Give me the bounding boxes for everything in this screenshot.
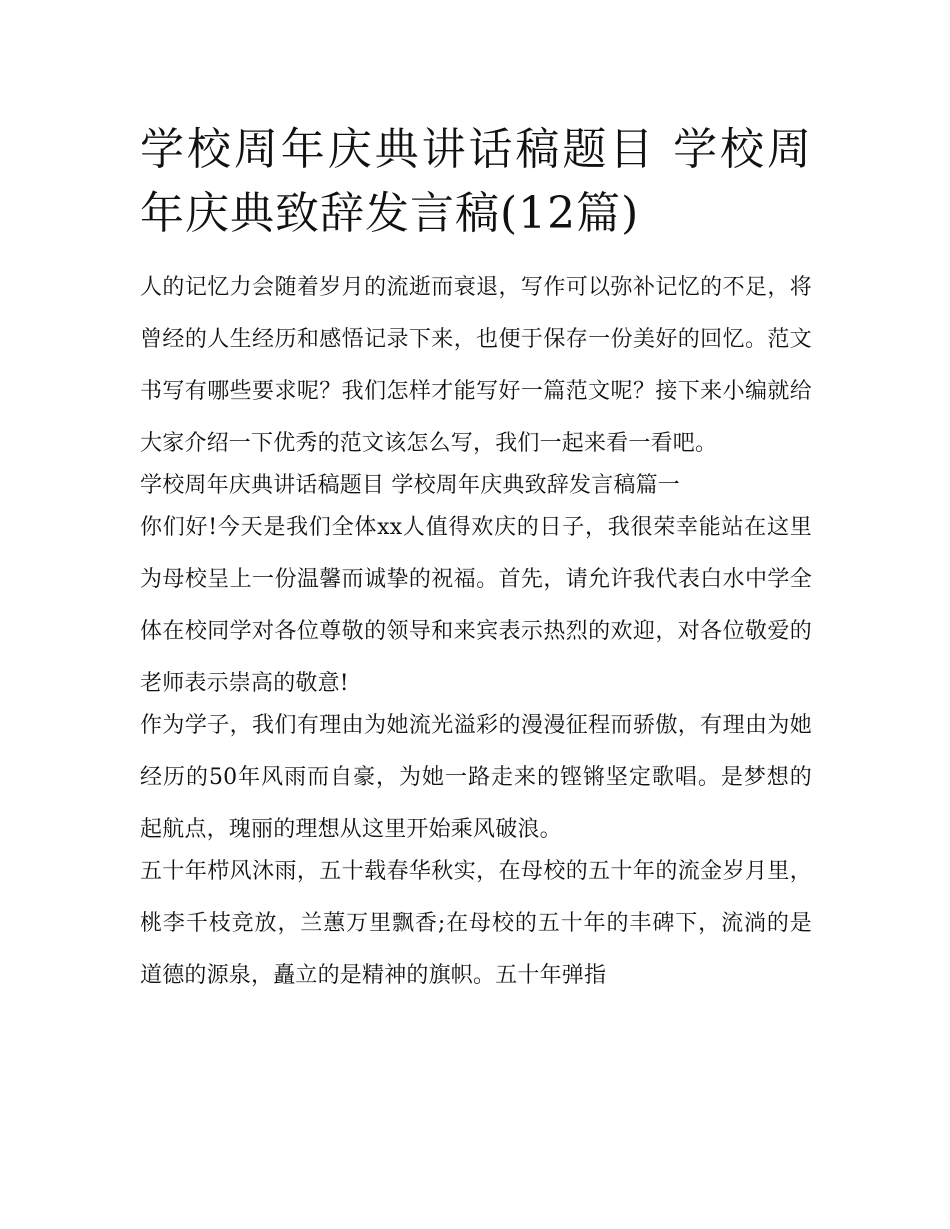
body-paragraph-fifty-years: 五十年栉风沐雨，五十载春华秋实，在母校的五十年的流金岁月里，桃李千枝竞放，兰蕙万里飘香;在母校的五十年的丰碑下，流淌的是道德的源泉，矗立的是精神的旗帜。五十年弹指 — [140, 859, 812, 988]
section-heading: 学校周年庆典讲话稿题目 学校周年庆典致辞发言稿篇一 — [140, 473, 680, 498]
document-body — [140, 118, 812, 1002]
intro-paragraph: 人的记忆力会随着岁月的流逝而衰退，写作可以弥补记忆的不足，将曾经的人生经历和感悟记录下来，也便于保存一份美好的回忆。范文书写有哪些要求呢？我们怎样才能写好一篇范文呢？接下来小编就给大家介绍一下优秀的范文该怎么写，我们一起来看一看吧。 — [140, 275, 812, 456]
body-paragraph-pride: 作为学子，我们有理由为她流光溢彩的漫漫征程而骄傲，有理由为她经历的50年风雨而自豪，为她一路走来的铿锵坚定歌唱。是梦想的起航点，瑰丽的理想从这里开始乘风破浪。 — [140, 713, 812, 842]
body-paragraph-greeting: 你们好!今天是我们全体xx人值得欢庆的日子，我很荣幸能站在这里为母校呈上一份温馨而诚挚的祝福。首先，请允许我代表白水中学全体在校同学对各位尊敬的领导和来宾表示热烈的欢迎，对各位敬爱的老师表示崇高的敬意! — [140, 515, 812, 696]
document-title: 学校周年庆典讲话稿题目 学校周年庆典致辞发言稿(12篇) — [140, 124, 812, 239]
